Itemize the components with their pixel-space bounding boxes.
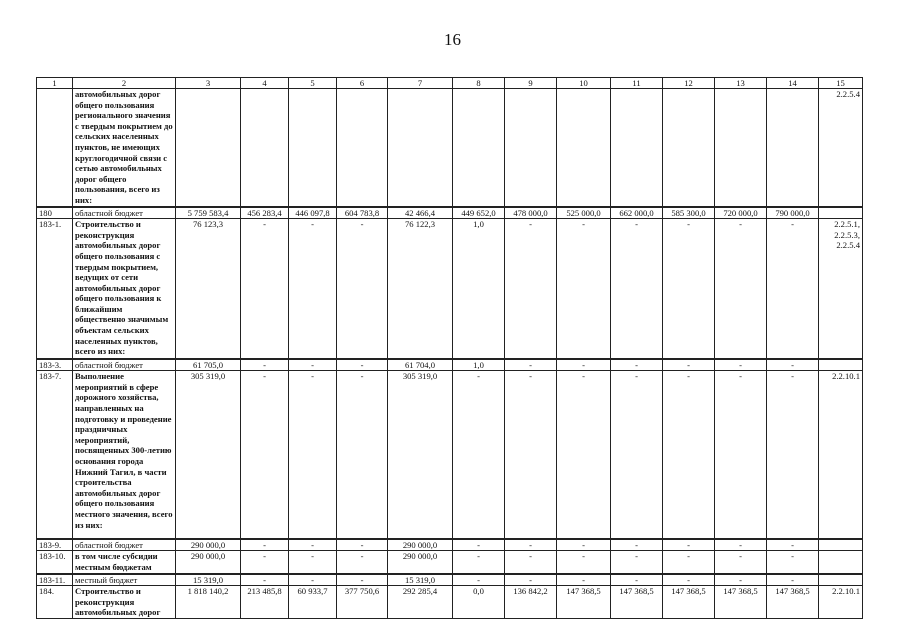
value-cell: - (289, 539, 337, 551)
value-cell: - (505, 371, 557, 539)
value-cell: - (715, 219, 767, 359)
description-cell: автомобильных дорог общего пользования регионального значения с твердым покрытием до сельских населенных пунктов, не имеющих круглогодичной связи с сетью автомобильных дорог общего пользования, всего из них: (73, 89, 176, 207)
value-cell: 1,0 (453, 359, 505, 371)
value-cell: 213 485,8 (241, 586, 289, 619)
table-row (37, 574, 863, 586)
value-cell: - (453, 551, 505, 574)
description-cell: областной бюджет (73, 539, 176, 551)
value-cell: - (337, 359, 388, 371)
column-header: 2 (73, 78, 176, 89)
value-cell: 290 000,0 (176, 551, 241, 574)
value-cell: - (241, 551, 289, 574)
value-cell (453, 89, 505, 207)
value-cell: 525 000,0 (557, 207, 611, 219)
value-cell: - (505, 219, 557, 359)
value-cell: - (453, 371, 505, 539)
reference-cell: 2.2.10.1 (819, 586, 863, 619)
value-cell: - (289, 371, 337, 539)
page-number: 16 (444, 30, 461, 49)
value-cell: - (241, 219, 289, 359)
value-cell: - (767, 219, 819, 359)
value-cell: - (767, 574, 819, 586)
value-cell: 790 000,0 (767, 207, 819, 219)
value-cell: - (611, 539, 663, 551)
value-cell: - (767, 359, 819, 371)
value-cell: - (337, 551, 388, 574)
column-header: 4 (241, 78, 289, 89)
reference-cell: 2.2.5.1, 2.2.5.3, 2.2.5.4 (819, 219, 863, 359)
row-number-cell: 183-7. (37, 371, 73, 539)
value-cell: 720 000,0 (715, 207, 767, 219)
value-cell: 585 300,0 (663, 207, 715, 219)
column-header: 14 (767, 78, 819, 89)
value-cell: - (663, 539, 715, 551)
value-cell: - (611, 551, 663, 574)
table-row (37, 551, 863, 574)
reference-cell (819, 539, 863, 551)
value-cell: 147 368,5 (611, 586, 663, 619)
value-cell: - (715, 574, 767, 586)
row-number-cell: 184. (37, 586, 73, 619)
reference-cell (819, 359, 863, 371)
reference-cell (819, 574, 863, 586)
row-number-cell: 183-9. (37, 539, 73, 551)
value-cell: 76 123,3 (176, 219, 241, 359)
value-cell: 290 000,0 (176, 539, 241, 551)
description-cell: областной бюджет (73, 207, 176, 219)
value-cell: - (557, 574, 611, 586)
row-number-cell: 183-10. (37, 551, 73, 574)
value-cell: - (715, 371, 767, 539)
reference-cell (819, 207, 863, 219)
value-cell: - (611, 574, 663, 586)
column-header: 7 (388, 78, 453, 89)
value-cell: - (241, 371, 289, 539)
table-row (37, 539, 863, 551)
value-cell: 147 368,5 (767, 586, 819, 619)
value-cell: - (337, 219, 388, 359)
description-cell: в том числе субсидии местным бюджетам (73, 551, 176, 574)
value-cell: - (611, 219, 663, 359)
table-header-row (37, 78, 863, 89)
value-cell: - (557, 219, 611, 359)
value-cell: 147 368,5 (557, 586, 611, 619)
value-cell: 305 319,0 (388, 371, 453, 539)
value-cell: 377 750,6 (337, 586, 388, 619)
value-cell (767, 89, 819, 207)
value-cell: - (663, 551, 715, 574)
row-number-cell: 180 (37, 207, 73, 219)
value-cell: 456 283,4 (241, 207, 289, 219)
column-header: 15 (819, 78, 863, 89)
value-cell: - (663, 371, 715, 539)
value-cell: - (289, 359, 337, 371)
value-cell (505, 89, 557, 207)
value-cell: 15 319,0 (176, 574, 241, 586)
value-cell: 604 783,8 (337, 207, 388, 219)
table-row (37, 89, 863, 207)
column-header: 12 (663, 78, 715, 89)
value-cell: 61 705,0 (176, 359, 241, 371)
value-cell (289, 89, 337, 207)
value-cell: - (453, 574, 505, 586)
value-cell: 61 704,0 (388, 359, 453, 371)
value-cell: 5 759 583,4 (176, 207, 241, 219)
value-cell: - (337, 574, 388, 586)
value-cell: - (337, 371, 388, 539)
value-cell: - (241, 359, 289, 371)
column-header: 3 (176, 78, 241, 89)
column-header: 13 (715, 78, 767, 89)
value-cell: - (715, 551, 767, 574)
value-cell: 478 000,0 (505, 207, 557, 219)
value-cell: - (715, 539, 767, 551)
value-cell: 292 285,4 (388, 586, 453, 619)
value-cell: - (557, 551, 611, 574)
value-cell: - (505, 574, 557, 586)
table-row (37, 371, 863, 539)
value-cell: 662 000,0 (611, 207, 663, 219)
value-cell: - (767, 371, 819, 539)
value-cell: - (663, 574, 715, 586)
row-number-cell: 183-1. (37, 219, 73, 359)
value-cell (337, 89, 388, 207)
value-cell: 1 818 140,2 (176, 586, 241, 619)
value-cell: - (505, 539, 557, 551)
value-cell: - (453, 539, 505, 551)
value-cell: 147 368,5 (715, 586, 767, 619)
value-cell: - (663, 359, 715, 371)
value-cell: 449 652,0 (453, 207, 505, 219)
description-cell: областной бюджет (73, 359, 176, 371)
value-cell: 15 319,0 (388, 574, 453, 586)
value-cell: 305 319,0 (176, 371, 241, 539)
reference-cell (819, 551, 863, 574)
value-cell (611, 89, 663, 207)
value-cell: - (557, 539, 611, 551)
value-cell: 76 122,3 (388, 219, 453, 359)
column-header: 1 (37, 78, 73, 89)
reference-cell: 2.2.5.4 (819, 89, 863, 207)
table-row (37, 359, 863, 371)
value-cell: - (505, 359, 557, 371)
value-cell: 290 000,0 (388, 539, 453, 551)
value-cell: - (767, 551, 819, 574)
column-header: 10 (557, 78, 611, 89)
description-cell: Выполнение мероприятий в сфере дорожного хозяйства, направленных на подготовку и проведение праздничных мероприятий, посвященных 300-летию основания города Нижний Тагил, в части строительства автомобильных дорог общего пользования местного значения, всего из них: (73, 371, 176, 539)
value-cell: - (611, 359, 663, 371)
value-cell (388, 89, 453, 207)
table-row (37, 207, 863, 219)
description-cell: Строительство и реконструкция автомобильных дорог (73, 586, 176, 619)
column-header: 8 (453, 78, 505, 89)
value-cell (715, 89, 767, 207)
value-cell: - (241, 539, 289, 551)
description-cell: местный бюджет (73, 574, 176, 586)
value-cell: 290 000,0 (388, 551, 453, 574)
value-cell: - (611, 371, 663, 539)
column-header: 5 (289, 78, 337, 89)
value-cell: - (505, 551, 557, 574)
value-cell (241, 89, 289, 207)
value-cell: - (241, 574, 289, 586)
value-cell: - (663, 219, 715, 359)
value-cell: - (289, 551, 337, 574)
column-header: 11 (611, 78, 663, 89)
value-cell: 147 368,5 (663, 586, 715, 619)
value-cell: 42 466,4 (388, 207, 453, 219)
value-cell: 0,0 (453, 586, 505, 619)
value-cell: 136 842,2 (505, 586, 557, 619)
table-row (37, 586, 863, 619)
value-cell (663, 89, 715, 207)
value-cell: - (289, 574, 337, 586)
reference-cell: 2.2.10.1 (819, 371, 863, 539)
column-header: 9 (505, 78, 557, 89)
value-cell: - (289, 219, 337, 359)
value-cell: - (557, 371, 611, 539)
description-cell: Строительство и реконструкция автомобильных дорог общего пользования с твердым покрытием, ведущих от сети автомобильных дорог общего пользования к ближайшим общественно значимым объектам сельских населенных пунктов, всего из них: (73, 219, 176, 359)
value-cell: - (715, 359, 767, 371)
column-header: 6 (337, 78, 388, 89)
value-cell (557, 89, 611, 207)
row-number-cell: 183-3. (37, 359, 73, 371)
value-cell: - (767, 539, 819, 551)
row-number-cell: 183-11. (37, 574, 73, 586)
value-cell: 446 097,8 (289, 207, 337, 219)
table-row (37, 219, 863, 359)
budget-table (36, 77, 863, 619)
value-cell (176, 89, 241, 207)
value-cell: 60 933,7 (289, 586, 337, 619)
value-cell: - (557, 359, 611, 371)
value-cell: 1,0 (453, 219, 505, 359)
row-number-cell (37, 89, 73, 207)
value-cell: - (337, 539, 388, 551)
